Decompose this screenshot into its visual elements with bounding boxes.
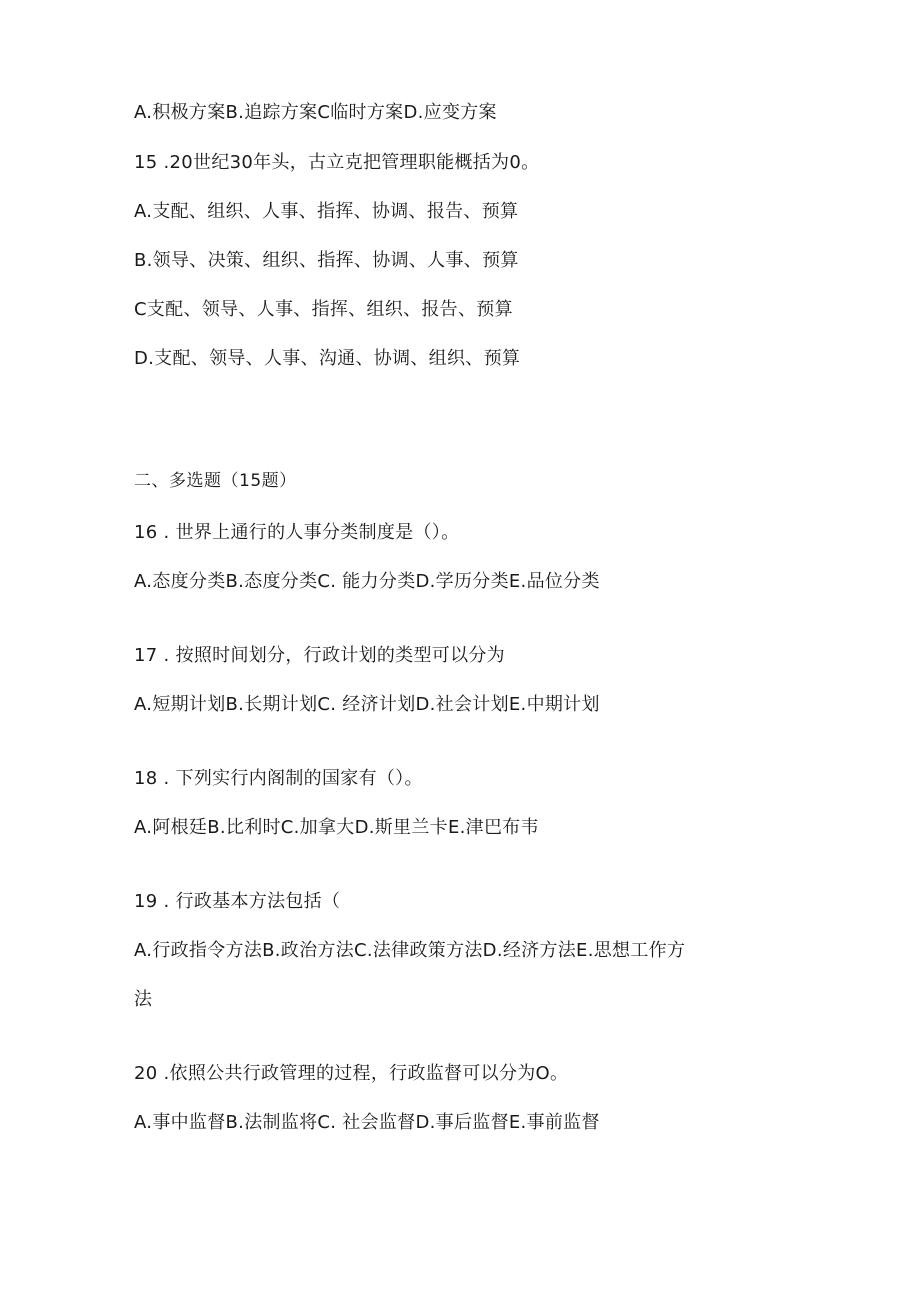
q16-options: A.态度分类B.态度分类C. 能力分类D.学历分类E.品位分类 xyxy=(134,571,600,592)
q19-stem: 19 . 行政基本方法包括（ xyxy=(134,891,341,912)
q18-stem: 18 . 下列实行内阁制的国家有（）。 xyxy=(134,768,423,789)
q15-stem: 15 .20世纪30年头，古立克把管理职能概括为0。 xyxy=(134,152,540,173)
q14-options: A.积极方案B.追踪方案C临时方案D.应变方案 xyxy=(134,102,497,123)
q18-options: A.阿根廷B.比利时C.加拿大D.斯里兰卡E.津巴布韦 xyxy=(134,817,539,838)
q15-option-b: B.领导、决策、组织、指挥、协调、人事、预算 xyxy=(134,250,519,271)
section-heading-multiple-choice: 二、多选题（15题） xyxy=(134,471,297,491)
q20-stem: 20 .依照公共行政管理的过程，行政监督可以分为O。 xyxy=(134,1063,569,1084)
q19-options-line2: 法 xyxy=(134,989,153,1010)
q17-options: A.短期计划B.长期计划C. 经济计划D.社会计划E.中期计划 xyxy=(134,694,600,715)
q15-option-a: A.支配、组织、人事、指挥、协调、报告、预算 xyxy=(134,201,519,222)
q15-option-d: D.支配、领导、人事、沟通、协调、组织、预算 xyxy=(134,348,521,369)
q16-stem: 16 . 世界上通行的人事分类制度是（）。 xyxy=(134,522,460,543)
q20-options: A.事中监督B.法制监将C. 社会监督D.事后监督E.事前监督 xyxy=(134,1112,600,1133)
q19-options-line1: A.行政指令方法B.政治方法C.法律政策方法D.经济方法E.思想工作方 xyxy=(134,940,686,961)
q15-option-c: C支配、领导、人事、指挥、组织、报告、预算 xyxy=(134,299,513,320)
q17-stem: 17 . 按照时间划分，行政计划的类型可以分为 xyxy=(134,645,505,666)
